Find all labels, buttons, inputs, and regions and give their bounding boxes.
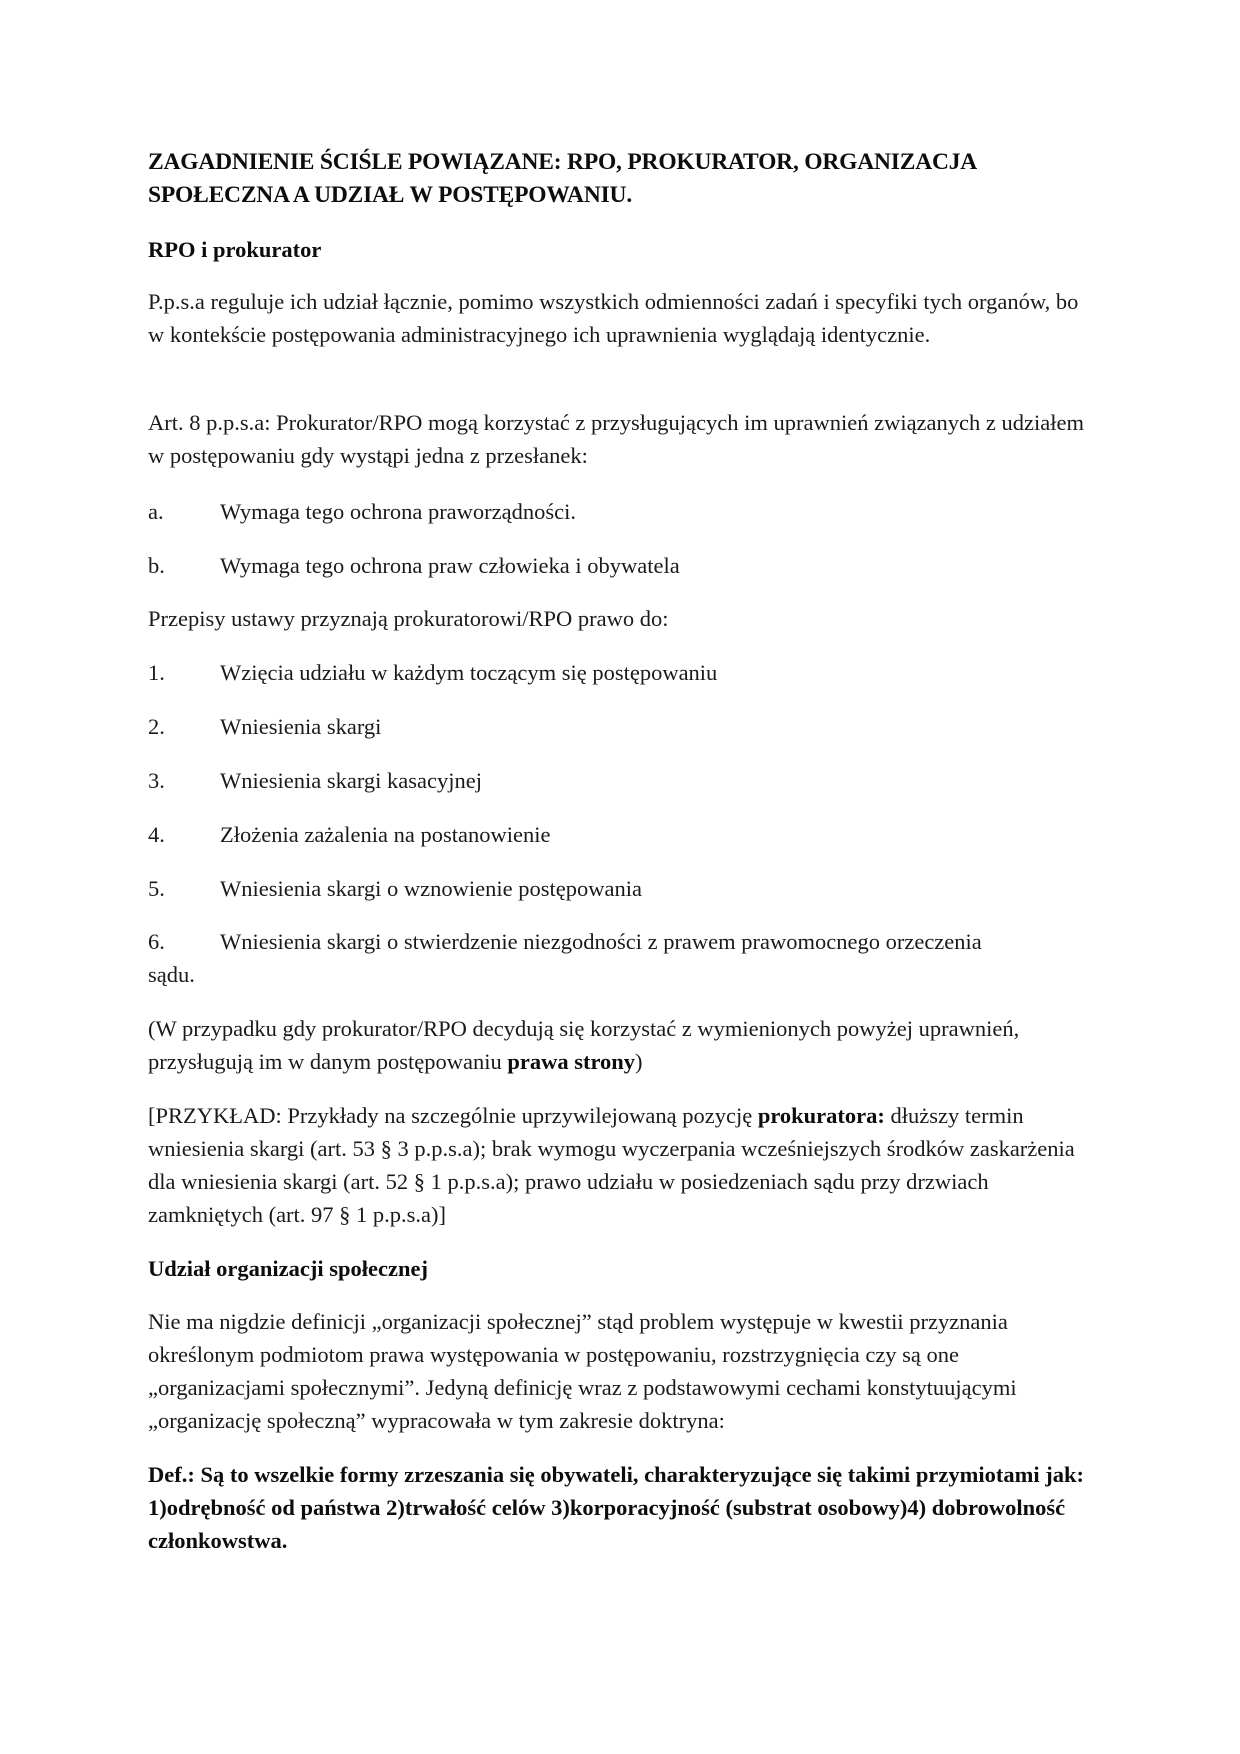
list-text: Wymaga tego ochrona praworządności. [220,499,577,524]
example-text-rest: dłuższy termin wniesienia skargi (art. 53 § 3 p.p.s.a); brak wymogu wyczerpania wcześniejszych środków zaskarżenia dla wniesienia skargi (art. 52 § 1 p.p.s.a); prawo udziału w posiedzeniach sądu przy drzwiach zamkniętych (art. 97 § 1 p.p.s.a)] [148,1103,1075,1227]
list-marker: a. [148,499,164,524]
art8-paragraph: Art. 8 p.p.s.a: Prokurator/RPO mogą korzystać z przysługujących im uprawnień związanych z udziałem w postępowaniu gdy wystąpi jedna z przesłanek: [148,410,1084,468]
list-text: Wniesienia skargi o wznowienie postępowania [220,876,642,901]
rights-item-3 [148,764,1098,797]
rights-item-2 [148,710,1098,743]
list-marker: 3. [148,768,165,793]
condition-item-a [148,495,1098,528]
list-marker: 1. [148,660,165,685]
title-line-2: SPOŁECZNA A UDZIAŁ W POSTĘPOWANIU. [148,182,632,208]
rights-intro: Przepisy ustawy przyznają prokuratorowi/RPO prawo do: [148,606,669,631]
rights-item-1 [148,656,1098,689]
section-heading-rpo: RPO i prokurator [148,237,322,262]
party-rights-note [148,1012,1068,1078]
document-title [148,146,1098,212]
list-text: Złożenia zażalenia na postanowienie [220,822,551,847]
list-text: Wniesienia skargi o stwierdzenie niezgodności z prawem prawomocnego orzeczenia [220,929,982,954]
example-paragraph [148,1099,1093,1231]
list-text: Wymaga tego ochrona praw człowieka i obywatela [220,553,680,578]
note-text-end: ) [635,1049,643,1074]
note-text: (W przypadku gdy prokurator/RPO decydują się korzystać z wymienionych powyżej uprawnień, przysługują im w danym postępowaniu [148,1016,1020,1074]
section-heading-organizacja: Udział organizacji społecznej [148,1256,428,1281]
list-text: Wniesienia skargi [220,714,382,739]
example-text: [PRZYKŁAD: Przykłady na szczególnie uprzywilejowaną pozycję [148,1103,758,1128]
definition-paragraph: Def.: Są to wszelkie formy zrzeszania się obywateli, charakteryzujące się takimi przymiotami jak: 1)odrębność od państwa 2)trwałość celów 3)korporacyjność (substrat osobowy)4) dobrowolność członkowstwa. [148,1462,1085,1553]
list-marker: b. [148,553,165,578]
title-line-1: ZAGADNIENIE ŚCIŚLE POWIĄZANE: RPO, PROKURATOR, ORGANIZACJA [148,149,978,175]
list-marker: 6. [148,929,165,954]
note-emphasis: prawa strony [507,1049,636,1074]
list-text: Wniesienia skargi kasacyjnej [220,768,482,793]
rights-item-5 [148,872,1098,905]
list-marker: 5. [148,876,165,901]
intro-paragraph: P.p.s.a reguluje ich udział łącznie, pomimo wszystkich odmienności zadań i specyfiki tych organów, bo w kontekście postępowania administracyjnego ich uprawnienia wyglądają identycznie. [148,289,1079,347]
list-text: Wzięcia udziału w każdym toczącym się postępowaniu [220,660,718,685]
example-emphasis: prokuratora: [757,1103,885,1128]
list-marker: 2. [148,714,165,739]
condition-item-b [148,549,1098,582]
rights-item-4 [148,818,1098,851]
rights-item-6 [148,925,1098,991]
list-marker: 4. [148,822,165,847]
organizacja-paragraph: Nie ma nigdzie definicji „organizacji społecznej” stąd problem występuje w kwestii przyznania określonym podmiotom prawa występowania w postępowaniu, rozstrzygnięcia czy są one „organizacjami społecznymi”. Jedyną definicję wraz z podstawowymi cechami konstytuującymi „organizację społeczną” wypracowała w tym zakresie doktryna: [148,1309,1017,1433]
list-text-continuation: sądu. [148,962,195,987]
